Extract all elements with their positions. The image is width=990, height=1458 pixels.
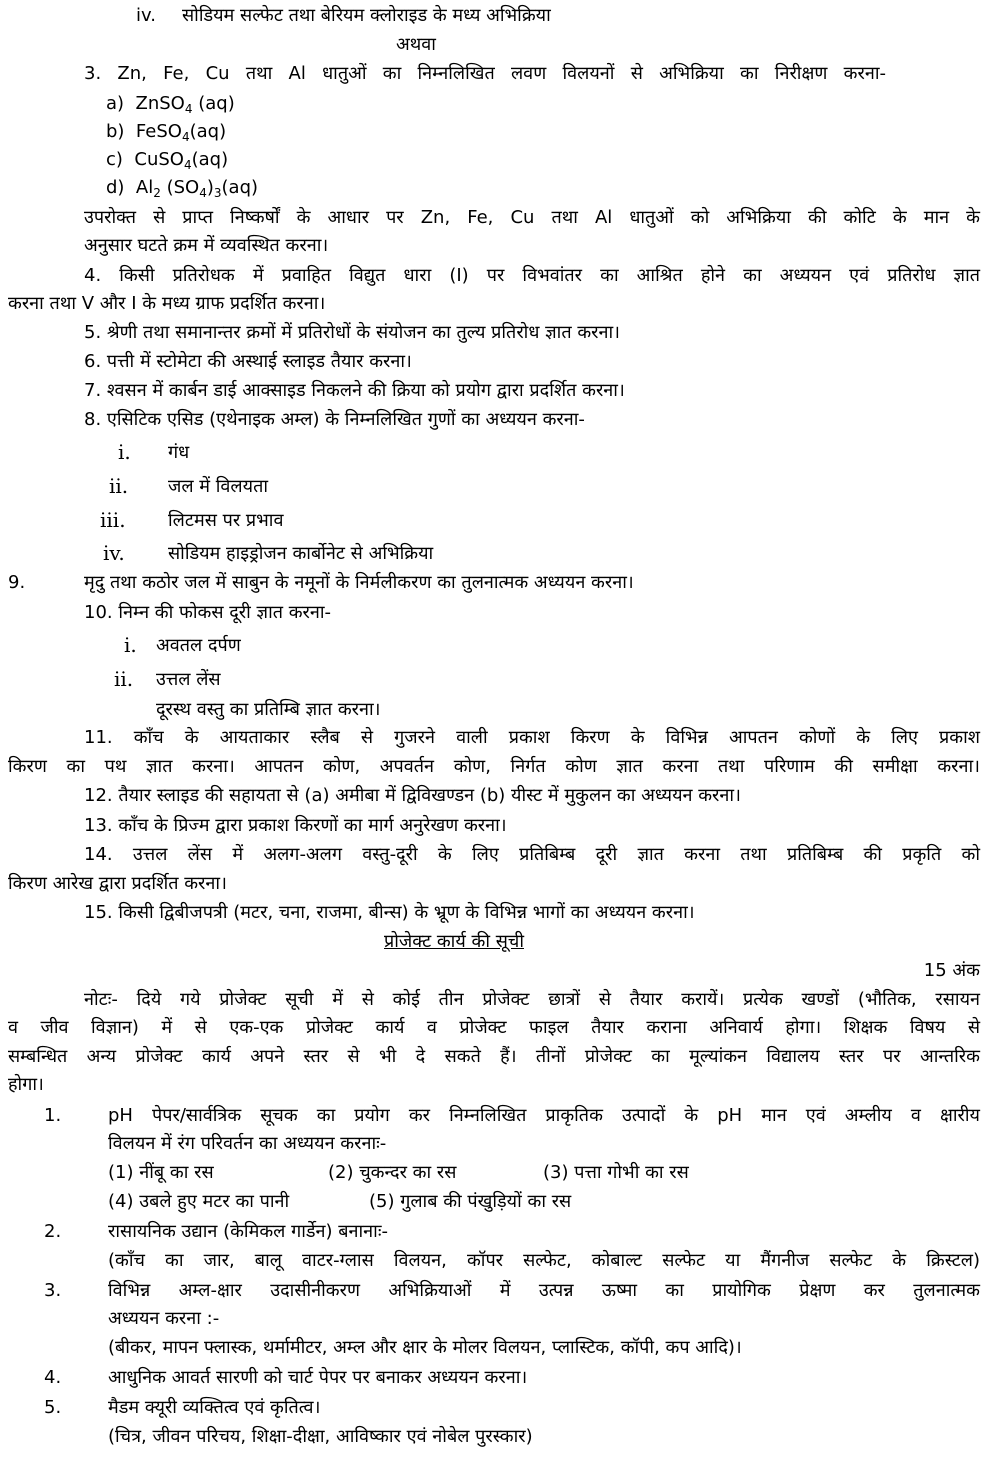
item-10-sub-number: i. xyxy=(124,633,137,657)
item-15: 15. किसी द्विबीजपत्री (मटर, चना, राजमा, बीन्स) के भ्रूण के विभिन्न भागों का अध्ययन करना। xyxy=(84,902,695,923)
marks-label: 15 अंक xyxy=(923,960,980,981)
project-5-line-1: मैडम क्यूरी व्यक्तित्व एवं कृतित्व। xyxy=(108,1397,321,1418)
salt-b: b) FeSO$_4$(aq) xyxy=(106,121,227,144)
item-10-note: दूरस्थ वस्तु का प्रतिम्बि ज्ञात करना। xyxy=(156,699,381,720)
note-line-3: सम्बन्धित अन्य प्रोजेक्ट कार्य अपने स्तर से भी दे सकते हैं। तीनों प्रोजेक्ट का मूल्यांकन विद्यालय स्तर पर आन्तरिक xyxy=(8,1046,980,1067)
project-1-line-2: विलयन में रंग परिवर्तन का अध्ययन करनाः- xyxy=(108,1133,387,1154)
salt-a: a) ZnSO$_4$ (aq) xyxy=(106,93,235,116)
item-8-sub-text: लिटमस पर प्रभाव xyxy=(168,510,284,531)
item-6: 6. पत्ती में स्टोमेटा की अस्थाई स्लाइड तैयार करना। xyxy=(84,351,412,372)
item-7: 7. श्वसन में कार्बन डाई आक्साइड निकलने की क्रिया को प्रयोग द्वारा प्रदर्शित करना। xyxy=(84,380,625,401)
item-14-line-1: 14. उत्तल लेंस में अलग-अलग वस्तु-दूरी के लिए प्रतिबिम्ब दूरी ज्ञात करना तथा प्रतिबिम्ब की प्रकृति को xyxy=(84,844,980,865)
note-line-4: होगा। xyxy=(8,1074,44,1095)
note-line-2: व जीव विज्ञान) में से एक-एक प्रोजेक्ट कार्य व प्रोजेक्ट फाइल तैयार कराना अनिवार्य होगा। शिक्षक विषय से xyxy=(8,1017,980,1038)
project-1-option: (1) नींबू का रस xyxy=(108,1162,214,1183)
item-10-sub-text: अवतल दर्पण xyxy=(156,635,241,656)
project-3-line-2: अध्ययन करना :- xyxy=(108,1308,220,1329)
project-1-line-1: pH पेपर/सार्वत्रिक सूचक का प्रयोग कर निम्नलिखित प्राकृतिक उत्पादों के pH मान एवं अम्लीय व क्षारीय xyxy=(108,1105,980,1126)
project-1-option: (4) उबले हुए मटर का पानी xyxy=(108,1191,290,1212)
item-4-line-2: करना तथा V और I के मध्य ग्राफ प्रदर्शित करना। xyxy=(8,293,326,314)
item-12: 12. तैयार स्लाइड की सहायता से (a) अमीबा में द्विविखण्डन (b) यीस्ट में मुकुलन का अध्ययन करना। xyxy=(84,785,741,806)
project-1-option: (3) पत्ता गोभी का रस xyxy=(543,1162,689,1183)
item-3: 3. Zn, Fe, Cu तथा Al धातुओं का निम्नलिखित लवण विलयनों से अभिक्रिया का निरीक्षण करना- xyxy=(84,63,886,84)
project-1-option: (5) गुलाब की पंखुड़ियों का रस xyxy=(369,1191,572,1212)
item-8-sub-text: सोडियम हाइड्रोजन कार्बोनेट से अभिक्रिया xyxy=(168,543,434,564)
project-3-line-3: (बीकर, मापन फ्लास्क, थर्मामीटर, अम्ल और क्षार के मोलर विलयन, प्लास्टिक, कॉपी, कप आदि)। xyxy=(108,1337,742,1358)
project-5-line-2: (चित्र, जीवन परिचय, शिक्षा-दीक्षा, आविष्कार एवं नोबेल पुरस्कार) xyxy=(108,1426,533,1447)
project-1-number: 1. xyxy=(44,1105,62,1126)
project-1-option: (2) चुकन्दर का रस xyxy=(328,1162,457,1183)
item-10-sub-text: उत्तल लेंस xyxy=(156,669,221,690)
project-3-number: 3. xyxy=(44,1280,62,1301)
item-8-sub-text: गंध xyxy=(168,442,190,463)
item-11-line-1: 11. कॉंच के आयताकार स्लैब से गुजरने वाली प्रकाश किरण के विभिन्न आपतन कोणों के लिए प्रकाश xyxy=(84,727,980,748)
item-10: 10. निम्न की फोकस दूरी ज्ञात करना- xyxy=(84,602,332,623)
project-3-line-1: विभिन्न अम्ल-क्षार उदासीनीकरण अभिक्रियाओं में उत्पन्न ऊष्मा का प्रायोगिक प्रेक्षण कर तुलनात्मक xyxy=(108,1280,980,1301)
item-4-line-1: 4. किसी प्रतिरोधक में प्रवाहित विद्युत धारा (I) पर विभवांतर का आश्रित होने का अध्ययन एवं प्रतिरोध ज्ञात xyxy=(84,265,980,286)
section-heading: प्रोजेक्ट कार्य की सूची xyxy=(384,931,524,952)
sub-item-text: सोडियम सल्फेट तथा बेरियम क्लोराइड के मध्य अभिक्रिया xyxy=(182,5,551,26)
item-9-text: मृदु तथा कठोर जल में साबुन के नमूनों के निर्मलीकरण का तुलनात्मक अध्ययन करना। xyxy=(84,572,634,593)
salt-d: d) $Al_2$ $(SO_4)_3(aq)$ xyxy=(106,177,259,200)
project-2-number: 2. xyxy=(44,1221,62,1242)
item-11-line-2: किरण का पथ ज्ञात करना। आपतन कोण, अपवर्तन कोण, निर्गत कोण ज्ञात करना तथा परिणाम की समीक्षा करना। xyxy=(8,756,980,777)
project-2-line-1: रासायनिक उद्यान (केमिकल गार्डेन) बनानाः- xyxy=(108,1221,388,1242)
conclusion-line-2: अनुसार घटते क्रम में व्यवस्थित करना। xyxy=(84,235,329,256)
project-4-number: 4. xyxy=(44,1367,62,1388)
sub-item-number: iv. xyxy=(136,5,156,26)
salt-c: c) CuSO$_4$(aq) xyxy=(106,149,229,172)
item-14-line-2: किरण आरेख द्वारा प्रदर्शित करना। xyxy=(8,873,227,894)
project-4-line-1: आधुनिक आवर्त सारणी को चार्ट पेपर पर बनाकर अध्ययन करना। xyxy=(108,1367,528,1388)
item-8-sub-text: जल में विलयता xyxy=(168,476,269,497)
conclusion-line-1: उपरोक्त से प्राप्त निष्कर्षों के आधार पर Zn, Fe, Cu तथा Al धातुओं को अभिक्रिया की कोटि के मान के xyxy=(84,207,980,228)
item-8: 8. एसिटिक एसिड (एथेनाइक अम्ल) के निम्नलिखित गुणों का अध्ययन करना- xyxy=(84,409,585,430)
item-13: 13. कॉंच के प्रिज्म द्वारा प्रकाश किरणों का मार्ग अनुरेखण करना। xyxy=(84,815,507,836)
item-8-sub-number: i. xyxy=(118,440,131,464)
item-8-sub-number: iv. xyxy=(103,541,125,565)
item-8-sub-number: ii. xyxy=(109,474,129,498)
project-5-number: 5. xyxy=(44,1397,62,1418)
item-8-sub-number: iii. xyxy=(100,508,126,532)
project-2-line-2: (कॉंच का जार, बालू वाटर-ग्लास विलयन, कॉपर सल्फेट, कोबाल्ट सल्फेट या मैंगनीज सल्फेट के क्रिस्टल) xyxy=(108,1250,980,1271)
note-line-1: नोटः- दिये गये प्रोजेक्ट सूची में से कोई तीन प्रोजेक्ट छात्रों से तैयार करायें। प्रत्येक खण्डों (भौतिक, रसायन xyxy=(84,989,980,1010)
item-5: 5. श्रेणी तथा समानान्तर क्रमों में प्रतिरोधों के संयोजन का तुल्य प्रतिरोध ज्ञात करना। xyxy=(84,322,620,343)
or-separator: अथवा xyxy=(396,34,436,55)
item-10-sub-number: ii. xyxy=(114,667,134,691)
item-9-number: 9. xyxy=(8,572,26,593)
